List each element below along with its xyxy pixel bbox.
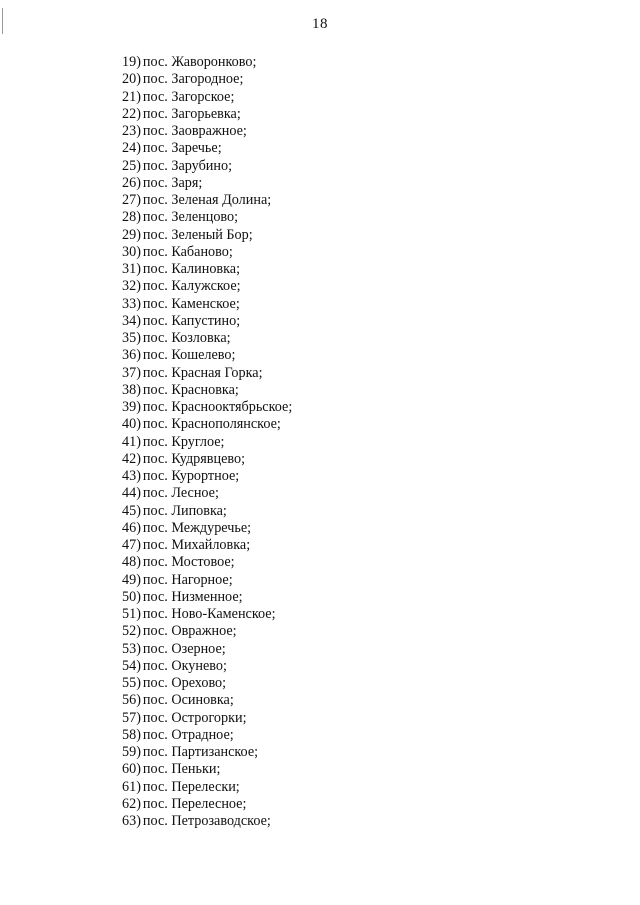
list-item-text: пос. Зеленцово; xyxy=(142,209,239,226)
list-item-text: пос. Козловка; xyxy=(142,330,231,346)
page-number: 18 xyxy=(312,16,328,32)
list-item-number: 49) xyxy=(122,571,141,588)
list-item-number: 52) xyxy=(122,623,141,640)
list-item xyxy=(122,710,292,727)
list-item xyxy=(122,416,292,433)
list-item-number: 28) xyxy=(122,209,141,226)
list-item-text: пос. Зеленая Долина; xyxy=(142,192,272,208)
list-item xyxy=(122,692,292,709)
list-item-text: пос. Петрозаводское; xyxy=(142,813,271,829)
list-item-text: пос. Окунево; xyxy=(142,657,227,674)
list-item-text: пос. Краснооктябрьское; xyxy=(142,399,293,415)
list-item-text: пос. Кабаново; xyxy=(142,243,233,260)
list-item-text: пос. Загородное; xyxy=(142,71,244,88)
list-item-number: 51) xyxy=(122,606,141,622)
list-item-number: 47) xyxy=(122,537,141,553)
list-item-number: 41) xyxy=(122,433,141,450)
list-item-text: пос. Пеньки; xyxy=(142,761,221,778)
list-item-number: 45) xyxy=(122,502,141,519)
list-item-number: 60) xyxy=(122,761,141,778)
list-item xyxy=(122,278,292,295)
list-item xyxy=(122,330,292,347)
list-item-number: 19) xyxy=(122,54,141,70)
list-item-number: 20) xyxy=(122,71,141,88)
list-item xyxy=(122,641,292,658)
list-item xyxy=(122,658,292,675)
list-item xyxy=(122,485,292,502)
list-item-number: 22) xyxy=(122,105,141,122)
list-item-text: пос. Калиновка; xyxy=(142,261,241,277)
list-item xyxy=(122,468,292,485)
list-item-number: 34) xyxy=(122,312,141,329)
list-item-text: пос. Калужское; xyxy=(142,278,241,295)
list-item-text: пос. Курортное; xyxy=(142,468,240,484)
list-item xyxy=(122,503,292,520)
list-item-text: пос. Нагорное; xyxy=(142,571,233,588)
list-item-number: 30) xyxy=(122,243,141,260)
list-item-number: 46) xyxy=(122,519,141,536)
list-item xyxy=(122,779,292,796)
list-item-text: пос. Низменное; xyxy=(142,588,243,605)
list-item xyxy=(122,54,292,71)
list-item xyxy=(122,227,292,244)
list-item-text: пос. Мостовое; xyxy=(142,554,235,571)
list-item-number: 36) xyxy=(122,347,141,364)
list-item-number: 57) xyxy=(122,709,141,726)
list-item-number: 48) xyxy=(122,554,141,571)
list-item-number: 29) xyxy=(122,226,141,243)
list-item-number: 56) xyxy=(122,692,141,709)
list-item xyxy=(122,209,292,226)
list-item-number: 59) xyxy=(122,744,141,760)
list-item xyxy=(122,744,292,761)
list-item-text: пос. Жаворонково; xyxy=(142,54,257,70)
list-item-text: пос. Отрадное; xyxy=(142,726,234,743)
list-item xyxy=(122,175,292,192)
list-item-number: 55) xyxy=(122,675,141,691)
list-item-text: пос. Заовражное; xyxy=(142,123,247,139)
list-item xyxy=(122,727,292,744)
list-item xyxy=(122,261,292,278)
list-item xyxy=(122,537,292,554)
list-item xyxy=(122,106,292,123)
list-item-text: пос. Круглое; xyxy=(142,433,225,450)
list-item-number: 21) xyxy=(122,88,141,105)
list-item xyxy=(122,399,292,416)
list-item-number: 53) xyxy=(122,640,141,657)
list-item xyxy=(122,623,292,640)
list-item-number: 31) xyxy=(122,261,141,277)
list-item-text: пос. Красная Горка; xyxy=(142,364,263,381)
list-item xyxy=(122,382,292,399)
list-item xyxy=(122,244,292,261)
list-item-text: пос. Каменское; xyxy=(142,295,240,312)
list-item-text: пос. Лесное; xyxy=(142,485,219,502)
list-item-number: 54) xyxy=(122,657,141,674)
list-item xyxy=(122,296,292,313)
list-item-text: пос. Орехово; xyxy=(142,675,227,691)
list-item-number: 39) xyxy=(122,399,141,415)
list-item-number: 25) xyxy=(122,157,141,174)
list-item xyxy=(122,606,292,623)
list-item-text: пос. Ново-Каменское; xyxy=(142,606,276,622)
list-item-text: пос. Липовка; xyxy=(142,502,227,519)
list-item xyxy=(122,140,292,157)
list-item xyxy=(122,123,292,140)
list-item xyxy=(122,520,292,537)
list-item xyxy=(122,796,292,813)
list-item-number: 27) xyxy=(122,192,141,208)
list-item-number: 58) xyxy=(122,726,141,743)
list-item-number: 38) xyxy=(122,381,141,398)
list-item-text: пос. Загорское; xyxy=(142,88,235,105)
list-item-text: пос. Перелески; xyxy=(142,778,240,795)
list-item-text: пос. Острогорки; xyxy=(142,709,247,726)
list-item xyxy=(122,761,292,778)
list-item xyxy=(122,589,292,606)
list-item xyxy=(122,675,292,692)
list-item-text: пос. Зеленый Бор; xyxy=(142,226,253,243)
list-item-number: 26) xyxy=(122,174,141,191)
list-item xyxy=(122,554,292,571)
list-item-number: 24) xyxy=(122,140,141,157)
list-item-text: пос. Междуречье; xyxy=(142,519,252,536)
list-item-text: пос. Партизанское; xyxy=(142,744,259,760)
list-item-text: пос. Осиновка; xyxy=(142,692,234,709)
settlement-list xyxy=(122,54,292,830)
list-item-text: пос. Овражное; xyxy=(142,623,237,640)
list-item-number: 43) xyxy=(122,468,141,484)
list-item xyxy=(122,347,292,364)
list-item-number: 37) xyxy=(122,364,141,381)
list-item-number: 35) xyxy=(122,330,141,346)
list-item xyxy=(122,313,292,330)
list-item-text: пос. Кудрявцево; xyxy=(142,450,246,467)
list-item xyxy=(122,365,292,382)
list-item-number: 33) xyxy=(122,295,141,312)
list-item-text: пос. Капустино; xyxy=(142,312,241,329)
list-item-text: пос. Красновка; xyxy=(142,381,239,398)
list-item-text: пос. Кошелево; xyxy=(142,347,236,364)
list-item-text: пос. Перелесное; xyxy=(142,795,247,812)
list-item xyxy=(122,813,292,830)
list-item-text: пос. Заря; xyxy=(142,174,203,191)
list-item xyxy=(122,451,292,468)
list-item-number: 63) xyxy=(122,813,141,829)
list-item-number: 32) xyxy=(122,278,141,295)
list-item-text: пос. Заречье; xyxy=(142,140,222,157)
list-item xyxy=(122,434,292,451)
list-item-text: пос. Загорьевка; xyxy=(142,105,241,122)
list-item xyxy=(122,89,292,106)
list-item-text: пос. Михайловка; xyxy=(142,537,251,553)
list-item-number: 50) xyxy=(122,588,141,605)
list-item-number: 62) xyxy=(122,795,141,812)
list-item-number: 40) xyxy=(122,416,141,433)
list-item-text: пос. Зарубино; xyxy=(142,157,233,174)
list-item xyxy=(122,572,292,589)
list-item-number: 42) xyxy=(122,450,141,467)
list-item-number: 61) xyxy=(122,778,141,795)
list-item-text: пос. Краснополянское; xyxy=(142,416,281,433)
list-item xyxy=(122,192,292,209)
list-item-number: 23) xyxy=(122,123,141,139)
list-item xyxy=(122,71,292,88)
list-item-number: 44) xyxy=(122,485,141,502)
list-item xyxy=(122,158,292,175)
list-item-text: пос. Озерное; xyxy=(142,640,226,657)
